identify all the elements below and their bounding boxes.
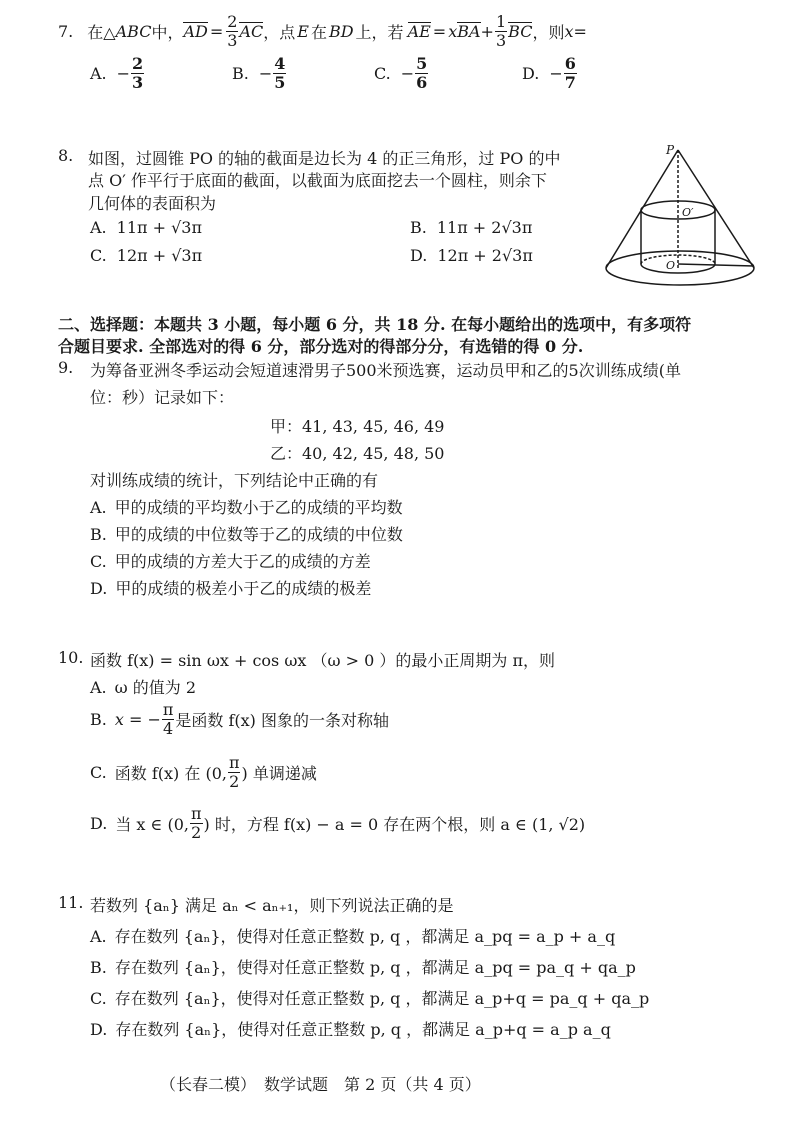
q9-question: 对训练成绩的统计，下列结论中正确的有	[90, 471, 379, 490]
q10-option-a: A. ω 的值为 2	[90, 678, 197, 697]
label-o: O	[666, 259, 676, 272]
q11-option-a: A. 存在数列 {aₙ}，使得对任意正整数 p, q ，都满足 a_pq = a_p + a_q	[90, 927, 616, 946]
cone-figure	[598, 140, 778, 290]
vector-ac: AC	[239, 21, 264, 41]
q9-option-a: A. 甲的成绩的平均数小于乙的成绩的平均数	[90, 498, 403, 517]
section2-line1: 二、选择题：本题共 3 小题，每小题 6 分，共 18 分. 在每小题给出的选项中，有多项符	[58, 315, 692, 334]
vector-ae: AE	[407, 21, 431, 41]
q8-stem-line3: 几何体的表面积为	[88, 194, 217, 213]
fraction: $\frac{6}{7}$	[564, 54, 576, 92]
q8-stem-line2: 点 O′ 作平行于底面的截面，以截面为底面挖去一个圆柱，则余下	[88, 171, 547, 190]
q8-option-a: A. 11π + √3π	[90, 218, 202, 237]
q8-number: 8.	[58, 146, 74, 165]
q11-option-d: D. 存在数列 {aₙ}，使得对任意正整数 p, q ，都满足 a_p+q = a_p a_q	[90, 1020, 611, 1039]
fraction: $\frac{2}{3}$	[227, 11, 238, 50]
q10-option-c: C. 函数 f(x) 在 (0, $\frac{\pi}{2}$ ) 单调递减	[90, 752, 317, 791]
q10-option-d: D. 当 x ∈ (0, $\frac{\pi}{2}$ ) 时，方程 f(x) − a = 0 存在两个根，则 a ∈ (1, √2)	[90, 803, 586, 842]
q8-option-c: C. 12π + √3π	[90, 246, 203, 265]
q11-option-b: B. 存在数列 {aₙ}，使得对任意正整数 p, q ，都满足 a_pq = pa_q + qa_p	[90, 958, 636, 977]
q7-option-c: C. − $\frac{5}{6}$	[374, 54, 428, 92]
label-p: P	[666, 143, 675, 157]
fraction: $\frac{2}{3}$	[132, 54, 144, 92]
base-radius	[678, 264, 754, 266]
q9-option-b: B. 甲的成绩的中位数等于乙的成绩的中位数	[90, 525, 403, 544]
fraction: $\frac{\pi}{4}$	[162, 699, 174, 738]
q9-data-yi: 乙：40, 42, 45, 48, 50	[270, 444, 445, 463]
q9-stem-line2: 位：秒）记录如下：	[90, 388, 235, 407]
fraction: $\frac{4}{5}$	[274, 54, 286, 92]
section2-line2: 合题目要求. 全部选对的得 6 分，部分选对的得部分分，有选错的得 0 分.	[58, 337, 584, 356]
q7-option-b: B. − $\frac{4}{5}$	[232, 54, 286, 92]
q9-stem-line1: 为筹备亚洲冬季运动会短道速滑男子500米预选赛，运动员甲和乙的5次训练成绩(单	[90, 361, 681, 380]
q7-stem: 7. 在△ ABC 中， AD = $\frac{2}{3}$ AC ，点 E 在 BD 上，若 AE = x BA + $\frac{1}{3}$ BC ，则 x =	[58, 11, 587, 50]
q7-option-a: A. − $\frac{2}{3}$	[90, 54, 144, 92]
page-footer: （长春二模） 数学试题 第 2 页（共 4 页）	[160, 1075, 481, 1094]
q7-option-d: D. − $\frac{6}{7}$	[522, 54, 576, 92]
q10-option-b: B. x = − $\frac{\pi}{4}$ 是函数 f(x) 图象的一条对称轴	[90, 699, 389, 738]
q9-option-c: C. 甲的成绩的方差大于乙的成绩的方差	[90, 552, 371, 571]
q8-option-b: B. 11π + 2√3π	[410, 218, 533, 237]
q9-number: 9.	[58, 358, 74, 377]
q11-number: 11.	[58, 893, 84, 912]
vector-ad: AD	[183, 21, 208, 41]
q7-number: 7.	[58, 21, 74, 41]
q8-stem-line1: 如图，过圆锥 PO 的轴的截面是边长为 4 的正三角形，过 PO 的中	[88, 149, 561, 168]
fraction: $\frac{5}{6}$	[416, 54, 428, 92]
vector-bc: BC	[508, 21, 533, 41]
q10-number: 10.	[58, 648, 84, 667]
q11-option-c: C. 存在数列 {aₙ}，使得对任意正整数 p, q ，都满足 a_p+q = pa_q + qa_p	[90, 989, 650, 1008]
vector-ba: BA	[457, 21, 481, 41]
cone-base	[606, 251, 754, 285]
fraction: $\frac{1}{3}$	[495, 11, 507, 50]
fraction: $\frac{\pi}{2}$	[228, 752, 240, 791]
fraction: $\frac{\pi}{2}$	[190, 803, 202, 842]
q11-stem: 若数列 {aₙ} 满足 aₙ < aₙ₊₁，则下列说法正确的是	[90, 896, 454, 915]
q8-option-d: D. 12π + 2√3π	[410, 246, 533, 265]
label-o-prime: O′	[682, 206, 694, 219]
q9-option-d: D. 甲的成绩的极差小于乙的成绩的极差	[90, 579, 372, 598]
q10-stem: 函数 f(x) = sin ωx + cos ωx （ω > 0 ）的最小正周期为 π，则	[90, 651, 556, 670]
q9-data-jia: 甲：41, 43, 45, 46, 49	[270, 417, 445, 436]
